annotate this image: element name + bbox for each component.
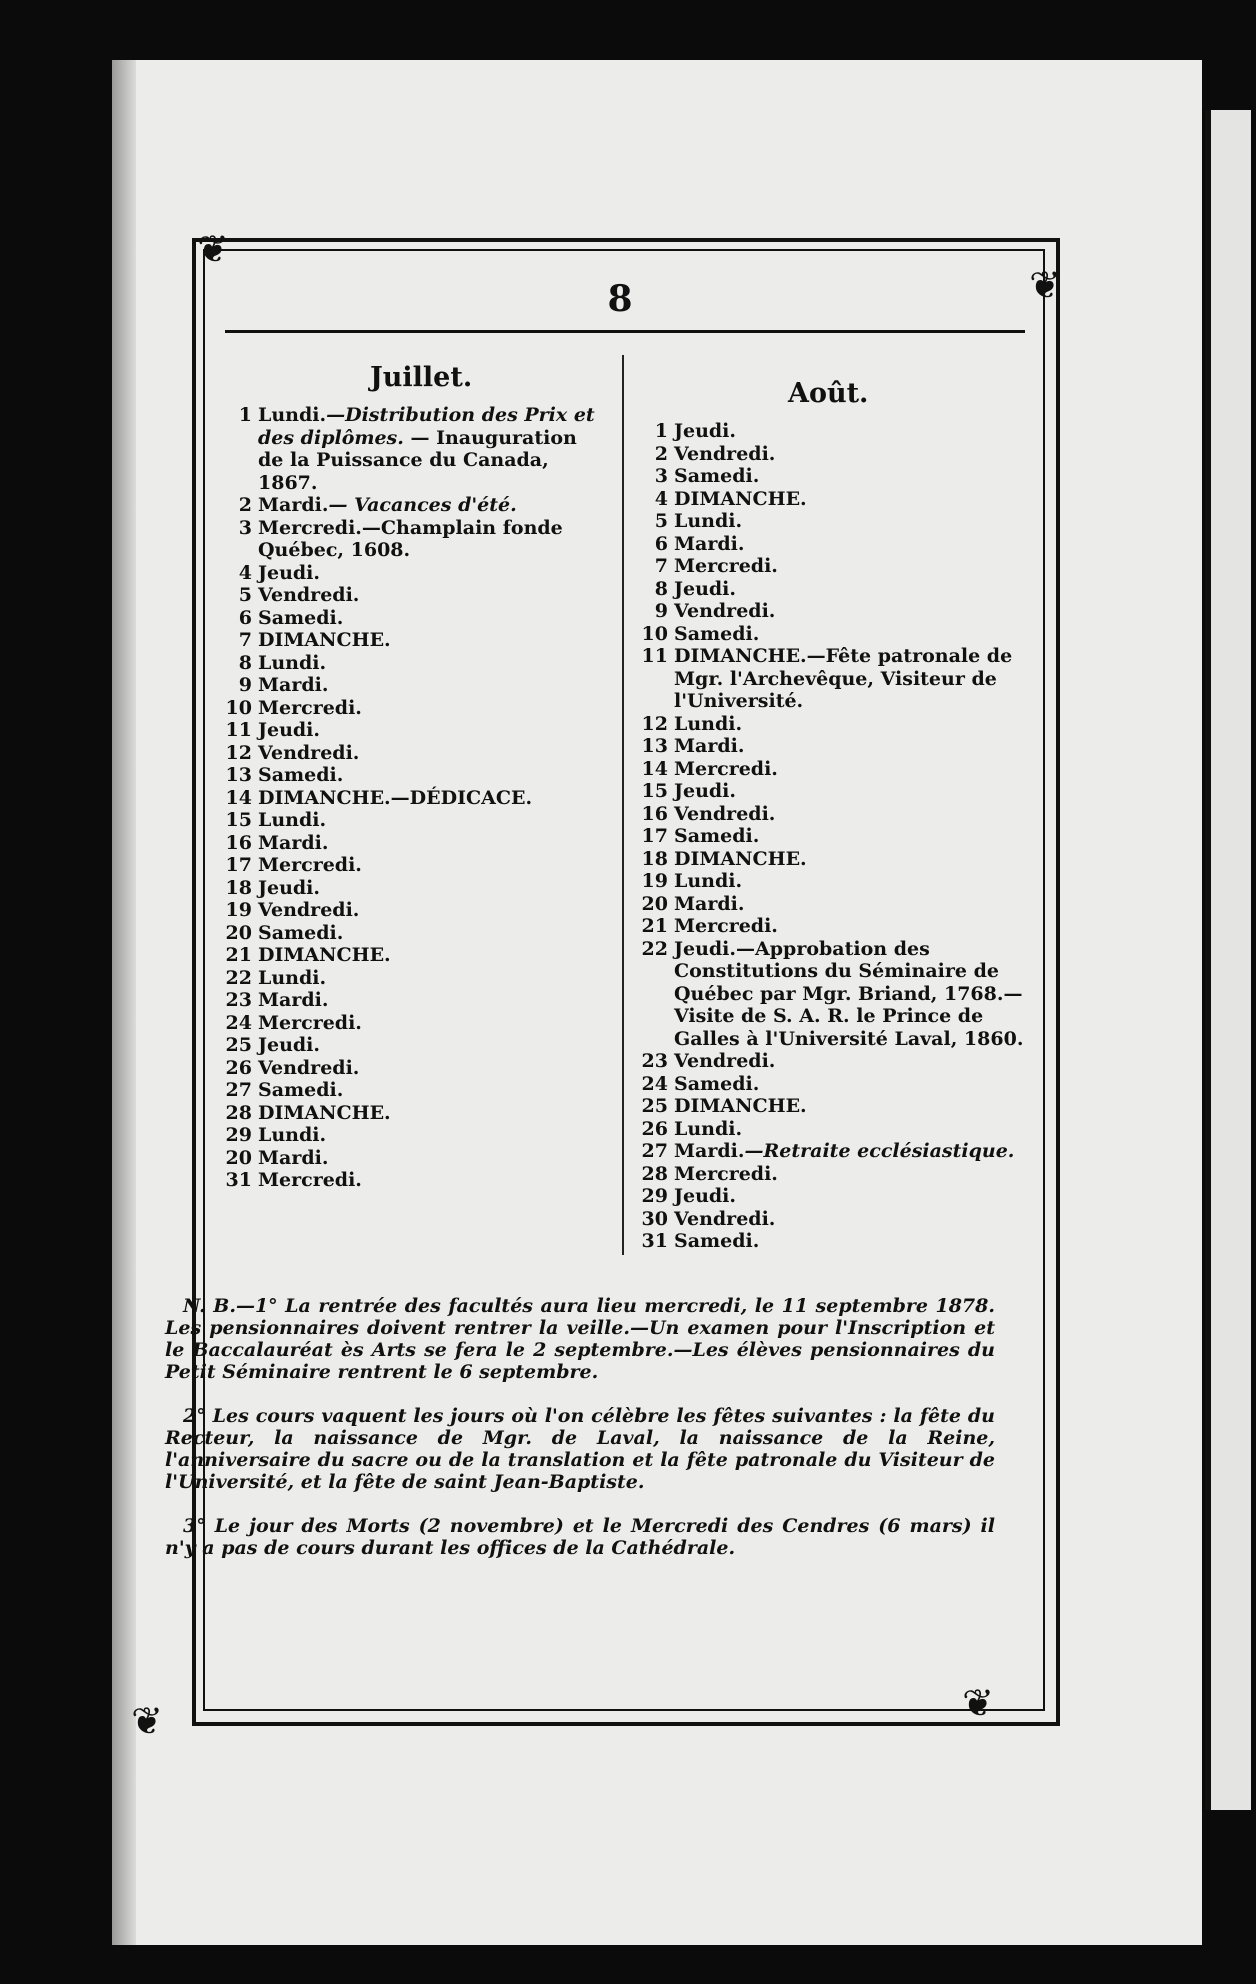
day-name: Mardi. (258, 494, 329, 516)
calendar-entry (212, 697, 607, 720)
calendar-entry (628, 645, 1028, 713)
day-name: Jeudi.—Approbation des Constitutions du Séminaire de Québec par Mgr. Briand, 1768.—Visite de S. A. R. le Prince de Galles à l'Université Laval, 1860. (674, 937, 1024, 1050)
day-text (674, 420, 1028, 443)
day-name: DIMANCHE. (674, 1095, 807, 1117)
day-number: 12 (641, 712, 668, 735)
day-number: 23 (225, 989, 252, 1011)
day-number: 28 (225, 1101, 252, 1124)
calendar-entry (628, 915, 1028, 938)
day-text (674, 488, 1028, 511)
day-name: DIMANCHE. (258, 1101, 391, 1124)
day-name: Vendredi. (258, 899, 360, 921)
calendar-entry (628, 510, 1028, 533)
fleuron-bottom-left-icon: ❦ (131, 1699, 163, 1743)
day-name: DIMANCHE.—DÉDICACE. (258, 786, 533, 809)
day-number: 14 (641, 757, 668, 780)
day-text (258, 944, 607, 967)
calendar-entry (628, 1095, 1028, 1118)
day-number: 26 (225, 1056, 252, 1079)
day-name: Lundi. (258, 809, 327, 831)
day-name: Vendredi. (258, 584, 360, 606)
day-number: 11 (225, 719, 252, 741)
day-number: 6 (654, 532, 668, 555)
day-name: Mardi. (258, 1146, 329, 1169)
day-number: 12 (225, 741, 252, 764)
day-number: 28 (641, 1162, 668, 1185)
calendar-entry (212, 877, 607, 900)
day-number: 20 (641, 892, 668, 915)
day-number: 25 (225, 1034, 252, 1056)
day-number: 22 (641, 937, 668, 960)
day-text (258, 742, 607, 765)
day-text (258, 719, 607, 742)
day-name: DIMANCHE. (258, 629, 391, 651)
calendar-entry (212, 584, 607, 607)
calendar-entry (628, 1230, 1028, 1253)
day-number: 31 (225, 1169, 252, 1191)
day-number: 5 (238, 584, 252, 606)
day-number: 8 (238, 651, 252, 674)
day-name: DIMANCHE. (674, 487, 807, 510)
note-1: N. B.—1° La rentrée des facultés aura lieu mercredi, le 11 septembre 1878. Les pensionnaires doivent rentrer la veille.—Un examen pour l'Inscription et le Baccalauréat ès Arts se fera le 2 septembre.—Les élèves pensionnaires du Petit Séminaire rentrent le 6 septembre. (165, 1295, 995, 1383)
day-text (674, 938, 1028, 1051)
month-title-juillet: Juillet. (370, 362, 473, 393)
day-number: 23 (641, 1050, 668, 1072)
note-3: 3° Le jour des Morts (2 novembre) et le Mercredi des Cendres (6 mars) il n'y a pas de cours durant les offices de la Cathédrale. (165, 1515, 995, 1559)
day-name: Lundi. (258, 966, 327, 989)
day-name: Samedi. (674, 825, 760, 847)
day-number: 2 (238, 494, 252, 516)
day-name: Jeudi. (258, 876, 321, 899)
calendar-entry (212, 1034, 607, 1057)
day-name: Mercredi. (674, 1162, 778, 1185)
day-name: Jeudi. (674, 420, 737, 442)
day-text (674, 1140, 1028, 1163)
fleuron-top-right-icon: ❦ (1029, 263, 1061, 307)
calendar-entry (628, 938, 1028, 1051)
day-text (258, 1124, 607, 1147)
day-name: Lundi. (258, 404, 327, 426)
notes-section (165, 1295, 995, 1581)
day-number: 9 (238, 674, 252, 696)
day-name: DIMANCHE.—Fête patronale de Mgr. l'Archevêque, Visiteur de l'Université. (674, 645, 1013, 712)
calendar-entry (628, 465, 1028, 488)
day-name: DIMANCHE. (258, 944, 391, 966)
calendar-entry (628, 780, 1028, 803)
day-text (674, 915, 1028, 938)
day-name: Vendredi. (674, 442, 776, 465)
day-name: Lundi. (258, 1124, 327, 1146)
calendar-entry (628, 488, 1028, 511)
calendar-entry (212, 719, 607, 742)
calendar-entry (212, 494, 607, 517)
day-number: 9 (654, 600, 668, 622)
calendar-entry (628, 623, 1028, 646)
day-text (258, 1147, 607, 1170)
day-name: Samedi. (258, 606, 344, 629)
calendar-entry (212, 674, 607, 697)
calendar-entry (628, 555, 1028, 578)
day-name: Vendredi. (674, 1050, 776, 1072)
day-name: Mardi. (258, 989, 329, 1011)
day-name: Jeudi. (258, 1034, 321, 1056)
day-number: 22 (225, 966, 252, 989)
day-number: 3 (238, 516, 252, 539)
calendar-entry (628, 758, 1028, 781)
calendar-column-aout (628, 420, 1028, 1253)
day-text (674, 533, 1028, 556)
column-divider (622, 355, 624, 1255)
day-text (258, 1102, 607, 1125)
day-text (258, 562, 607, 585)
day-number: 7 (654, 555, 668, 577)
day-name: Lundi. (258, 651, 327, 674)
day-number: 8 (654, 577, 668, 600)
day-text (674, 713, 1028, 736)
day-number: 21 (225, 944, 252, 966)
day-name: DIMANCHE. (674, 847, 807, 870)
day-text (258, 899, 607, 922)
day-text (674, 555, 1028, 578)
calendar-entry (212, 832, 607, 855)
day-text (258, 584, 607, 607)
calendar-entry (212, 809, 607, 832)
calendar-entry (628, 600, 1028, 623)
day-name: Mardi. (674, 532, 745, 555)
day-number: 25 (641, 1095, 668, 1117)
day-number: 1 (654, 420, 668, 442)
day-text (674, 893, 1028, 916)
day-number: 6 (238, 606, 252, 629)
fleuron-top-left-icon: ❦ (197, 227, 229, 271)
day-name: Jeudi. (674, 577, 737, 600)
day-number: 27 (641, 1140, 668, 1162)
day-name: Mardi. (674, 735, 745, 757)
calendar-entry (628, 1163, 1028, 1186)
day-text (674, 510, 1028, 533)
day-number: 14 (225, 786, 252, 809)
calendar-entry (212, 989, 607, 1012)
calendar-entry (628, 1140, 1028, 1163)
calendar-entry (628, 420, 1028, 443)
calendar-entry (212, 607, 607, 630)
calendar-entry (628, 1208, 1028, 1231)
day-number: 4 (654, 487, 668, 510)
day-text (258, 1034, 607, 1057)
day-text (258, 404, 607, 494)
day-name: Lundi. (674, 712, 743, 735)
day-name: Vendredi. (674, 802, 776, 825)
day-number: 15 (225, 809, 252, 831)
day-name: Samedi. (674, 1072, 760, 1095)
day-name: Vendredi. (674, 1207, 776, 1230)
day-number: 17 (641, 825, 668, 847)
month-title-aout: Août. (788, 378, 869, 409)
calendar-entry (212, 1102, 607, 1125)
day-name: Mardi. (258, 831, 329, 854)
day-number: 20 (225, 1146, 252, 1169)
day-number: 18 (641, 847, 668, 870)
day-text (258, 674, 607, 697)
day-text (674, 1050, 1028, 1073)
day-number: 2 (654, 442, 668, 465)
calendar-entry (212, 1012, 607, 1035)
day-name: Mercredi. (258, 854, 362, 876)
day-name: Vendredi. (258, 1056, 360, 1079)
calendar-entry (628, 1073, 1028, 1096)
day-text (674, 465, 1028, 488)
calendar-entry (628, 893, 1028, 916)
day-name: Mercredi.—Champlain fonde Québec, 1608. (258, 516, 563, 561)
day-number: 15 (641, 780, 668, 802)
day-name: Vendredi. (258, 741, 360, 764)
day-name: Jeudi. (258, 561, 321, 584)
day-number: 13 (641, 735, 668, 757)
day-number: 27 (225, 1079, 252, 1101)
day-number: 3 (654, 465, 668, 487)
day-event-italic: —Retraite ecclésiastique. (744, 1140, 1015, 1162)
day-text (674, 803, 1028, 826)
day-number: 31 (641, 1230, 668, 1252)
day-text (258, 652, 607, 675)
day-text (258, 517, 607, 562)
adjacent-page-edge (1205, 110, 1251, 1810)
day-name: Mardi. (258, 674, 329, 696)
day-number: 10 (641, 622, 668, 645)
day-text (258, 1057, 607, 1080)
day-text (674, 443, 1028, 466)
day-text (674, 848, 1028, 871)
day-text (674, 1208, 1028, 1231)
day-text (258, 629, 607, 652)
day-number: 4 (238, 561, 252, 584)
day-text (258, 922, 607, 945)
calendar-entry (212, 1147, 607, 1170)
day-name: Samedi. (674, 1230, 760, 1252)
day-name: Samedi. (258, 1079, 344, 1101)
day-text (674, 1073, 1028, 1096)
note-2: 2° Les cours vaquent les jours où l'on célèbre les fêtes suivantes : la fête du Recteur, la naissance de Mgr. de Laval, la naissance de la Reine, l'anniversaire du sacre ou de la translation et la fête patronale du Visiteur de l'Université, et la fête de saint Jean-Baptiste. (165, 1405, 995, 1493)
calendar-entry (628, 578, 1028, 601)
calendar-entry (212, 742, 607, 765)
day-text (258, 764, 607, 787)
day-event: — Inauguration de la Puissance du Canada, 1867. (258, 426, 577, 494)
day-number: 24 (641, 1072, 668, 1095)
day-event-italic: — Vacances d'été. (328, 494, 517, 516)
day-name: Samedi. (258, 764, 344, 786)
day-number: 26 (641, 1117, 668, 1140)
day-number: 29 (225, 1124, 252, 1146)
day-name: Jeudi. (674, 780, 737, 802)
calendar-entry (212, 404, 607, 494)
fleuron-bottom-right-icon: ❦ (962, 1681, 994, 1725)
calendar-entry (628, 713, 1028, 736)
day-text (674, 825, 1028, 848)
day-name: Mercredi. (258, 696, 362, 719)
day-number: 17 (225, 854, 252, 876)
day-text (258, 1169, 607, 1192)
day-text (258, 989, 607, 1012)
day-number: 21 (641, 915, 668, 937)
day-number: 29 (641, 1185, 668, 1207)
day-number: 13 (225, 764, 252, 786)
calendar-entry (628, 1050, 1028, 1073)
day-text (674, 1163, 1028, 1186)
day-number: 1 (238, 404, 252, 426)
day-name: Samedi. (674, 465, 760, 487)
day-text (258, 877, 607, 900)
day-text (674, 1230, 1028, 1253)
calendar-entry (212, 922, 607, 945)
calendar-entry (212, 854, 607, 877)
calendar-entry (212, 967, 607, 990)
calendar-entry (212, 1169, 607, 1192)
calendar-column-juillet (212, 404, 607, 1192)
day-name: Mardi. (674, 1140, 745, 1162)
calendar-entry (212, 764, 607, 787)
day-text (258, 967, 607, 990)
header-rule (225, 330, 1025, 333)
day-name: Mercredi. (674, 915, 778, 937)
day-number: 5 (654, 510, 668, 532)
day-number: 11 (641, 645, 668, 667)
day-number: 30 (641, 1207, 668, 1230)
day-name: Mercredi. (258, 1169, 362, 1191)
day-number: 16 (225, 831, 252, 854)
day-text (674, 645, 1028, 713)
day-text (674, 870, 1028, 893)
day-name: Mercredi. (258, 1011, 362, 1034)
day-text (258, 809, 607, 832)
calendar-entry (212, 787, 607, 810)
day-text (674, 1185, 1028, 1208)
day-text (674, 578, 1028, 601)
calendar-entry (212, 517, 607, 562)
day-text (258, 787, 607, 810)
calendar-entry (212, 899, 607, 922)
day-name: Lundi. (674, 870, 743, 892)
day-name: Lundi. (674, 510, 743, 532)
day-text (674, 1095, 1028, 1118)
day-number: 16 (641, 802, 668, 825)
calendar-entry (212, 1079, 607, 1102)
day-name: Samedi. (258, 921, 344, 944)
day-text (258, 494, 607, 517)
day-name: Mercredi. (674, 757, 778, 780)
day-number: 18 (225, 876, 252, 899)
day-number: 10 (225, 696, 252, 719)
day-number: 19 (641, 870, 668, 892)
calendar-entry (212, 944, 607, 967)
day-text (674, 623, 1028, 646)
day-name: Mercredi. (674, 555, 778, 577)
calendar-entry (628, 533, 1028, 556)
calendar-entry (628, 825, 1028, 848)
day-number: 20 (225, 921, 252, 944)
page-number: 8 (607, 278, 633, 320)
calendar-entry (212, 562, 607, 585)
day-event-italic: —Distribution des Prix et des diplômes. (258, 404, 595, 449)
day-text (674, 735, 1028, 758)
day-text (258, 607, 607, 630)
day-name: Jeudi. (258, 719, 321, 741)
day-name: Samedi. (674, 622, 760, 645)
day-text (258, 697, 607, 720)
calendar-entry (628, 1185, 1028, 1208)
day-text (258, 1012, 607, 1035)
calendar-entry (212, 1124, 607, 1147)
day-name: Vendredi. (674, 600, 776, 622)
calendar-entry (628, 803, 1028, 826)
day-name: Jeudi. (674, 1185, 737, 1207)
day-text (674, 1118, 1028, 1141)
day-text (258, 854, 607, 877)
day-text (674, 780, 1028, 803)
day-number: 7 (238, 629, 252, 651)
day-name: Mardi. (674, 892, 745, 915)
calendar-entry (212, 629, 607, 652)
calendar-entry (212, 652, 607, 675)
calendar-entry (212, 1057, 607, 1080)
day-name: Lundi. (674, 1117, 743, 1140)
day-number: 19 (225, 899, 252, 921)
day-text (258, 832, 607, 855)
calendar-entry (628, 1118, 1028, 1141)
day-number: 24 (225, 1011, 252, 1034)
page-gutter-shadow (112, 60, 136, 1945)
calendar-entry (628, 443, 1028, 466)
calendar-entry (628, 870, 1028, 893)
day-text (674, 600, 1028, 623)
calendar-entry (628, 735, 1028, 758)
calendar-entry (628, 848, 1028, 871)
day-text (258, 1079, 607, 1102)
day-text (674, 758, 1028, 781)
